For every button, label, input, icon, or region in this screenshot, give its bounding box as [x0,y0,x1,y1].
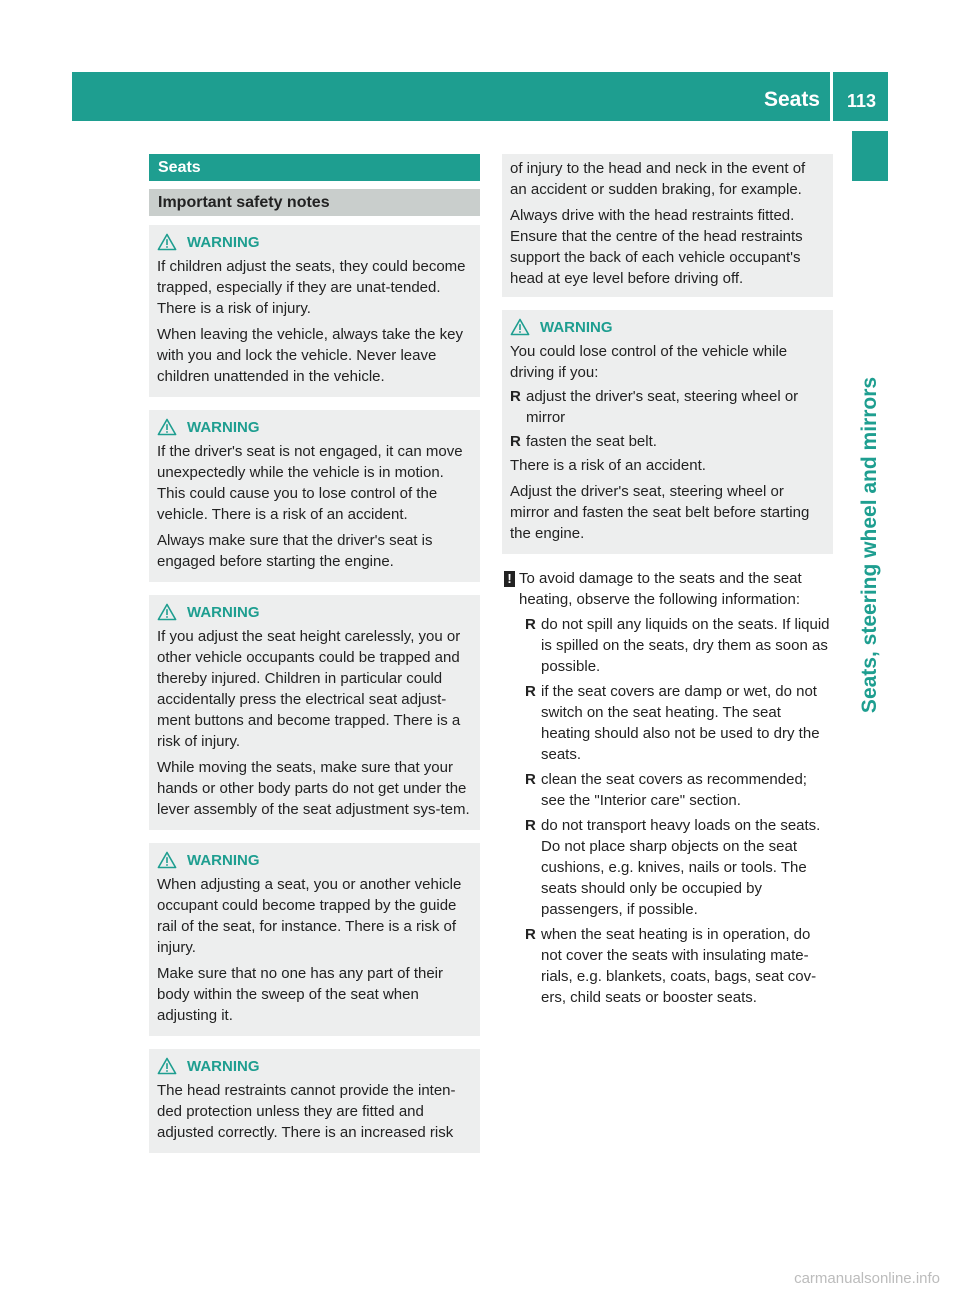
bullet-glyph: R [525,771,536,788]
warning-label: WARNING [187,851,260,869]
warning-text: There is a risk of an accident. [510,457,706,474]
warning-continuation-box [502,154,833,297]
warning-box [149,843,480,1036]
warning-box [502,310,833,554]
page-header [72,72,888,121]
bullet-glyph: R [525,683,536,700]
list-item: R when the seat heating is in operation, do not cover the seats with insulating mate-rials, e.g. blankets, coats, bags, seat cov-ers, child seats or booster seats. [525,926,817,1006]
notice-block [502,568,833,1008]
warning-triangle-icon [157,418,177,436]
warning-text: When leaving the vehicle, always take the key with you and lock the vehicle. Never leave children unattended in the vehicle. [157,326,463,385]
warning-bullet-list [510,386,825,452]
bullet-glyph: R [510,433,521,450]
list-item: R do not transport heavy loads on the seats. Do not place sharp objects on the seat cushions, e.g. knives, nails or tools. The seats should only be occupied by passengers, if possible. [525,817,821,918]
bullet-glyph: R [525,616,536,633]
warning-text: Always drive with the head restraints fitted. Ensure that the centre of the head restraints support the back of each vehicle occupant's head at eye level before driving off. [510,207,803,287]
header-separator [830,72,833,121]
left-column [149,154,480,1153]
bullet-glyph: R [510,388,521,405]
warning-label: WARNING [187,603,260,621]
warning-label: WARNING [540,318,613,336]
warning-text: If you adjust the seat height carelessly, you or other vehicle occupants could be trapped and thereby injured. Children in particular could accidentally press the electrical seat adjust-ment buttons and become trapped. There is a risk of injury. [157,628,461,750]
warning-text: The head restraints cannot provide the inten-ded protection unless they are fitted and adjusted correctly. There is an increased risk [157,1082,456,1141]
notice-bullet-list [519,614,833,1008]
right-column [502,154,833,1012]
list-item: R clean the seat covers as recommended; see the "Interior care" section. [525,771,807,809]
warning-text: If the driver's seat is not engaged, it can move unexpectedly while the vehicle is in motion. This could cause you to lose control of the vehicle. There is a risk of an accident. [157,443,463,523]
bullet-glyph: R [525,926,536,943]
warning-text: If children adjust the seats, they could become trapped, especially if they are unat-tended. There is a risk of injury. [157,258,466,317]
subsection-title: Important safety notes [149,189,480,216]
warning-triangle-icon [157,1057,177,1075]
warning-heading [157,416,472,438]
warning-text: Always make sure that the driver's seat is engaged before starting the engine. [157,532,433,570]
warning-heading [157,849,472,871]
warning-heading [157,1055,472,1077]
warning-box [149,1049,480,1153]
warning-text: While moving the seats, make sure that your hands or other body parts do not get under the lever assembly of the seat adjustment sys-tem. [157,759,470,818]
warning-box [149,225,480,397]
warning-heading [157,231,472,253]
side-tab [852,340,888,750]
warning-box [149,410,480,582]
warning-label: WARNING [187,418,260,436]
warning-text: Make sure that no one has any part of their body within the sweep of the seat when adjusting it. [157,965,444,1024]
watermark: carmanualsonline.info [794,1270,940,1287]
header-title: Seats [763,88,820,111]
warning-heading [157,601,472,623]
notice-intro: To avoid damage to the seats and the seat heating, observe the following information: [519,570,802,608]
side-tab-block [852,131,888,181]
warning-text: When adjusting a seat, you or another vehicle occupant could become trapped by the guide rail of the seat, for instance. There is a risk of injury. [157,876,462,956]
warning-label: WARNING [187,1057,260,1075]
warning-text: of injury to the head and neck in the event of an accident or sudden braking, for example. [510,160,806,198]
warning-triangle-icon [157,851,177,869]
warning-triangle-icon [157,233,177,251]
list-item: R if the seat covers are damp or wet, do not switch on the seat heating. The seat heating should also not be used to dry the seats. [525,683,820,763]
list-item: R do not spill any liquids on the seats. If liquid is spilled on the seats, dry them as soon as possible. [525,616,830,675]
warning-label: WARNING [187,233,260,251]
side-tab-label: Seats, steering wheel and mirrors [858,376,881,714]
warning-heading [510,316,825,338]
list-item: R fasten the seat belt. [510,433,657,450]
list-item: R adjust the driver's seat, steering wheel or mirror [510,388,799,426]
warning-triangle-icon [510,318,530,336]
bullet-glyph: R [525,817,536,834]
warning-text: You could lose control of the vehicle while driving if you: [510,343,788,381]
warning-triangle-icon [157,603,177,621]
warning-text: Adjust the driver's seat, steering wheel or mirror and fasten the seat belt before starting the engine. [510,483,810,542]
exclamation-icon: ! [504,571,515,587]
warning-box [149,595,480,830]
page-number: 113 [847,91,877,111]
section-title: Seats [149,154,480,181]
